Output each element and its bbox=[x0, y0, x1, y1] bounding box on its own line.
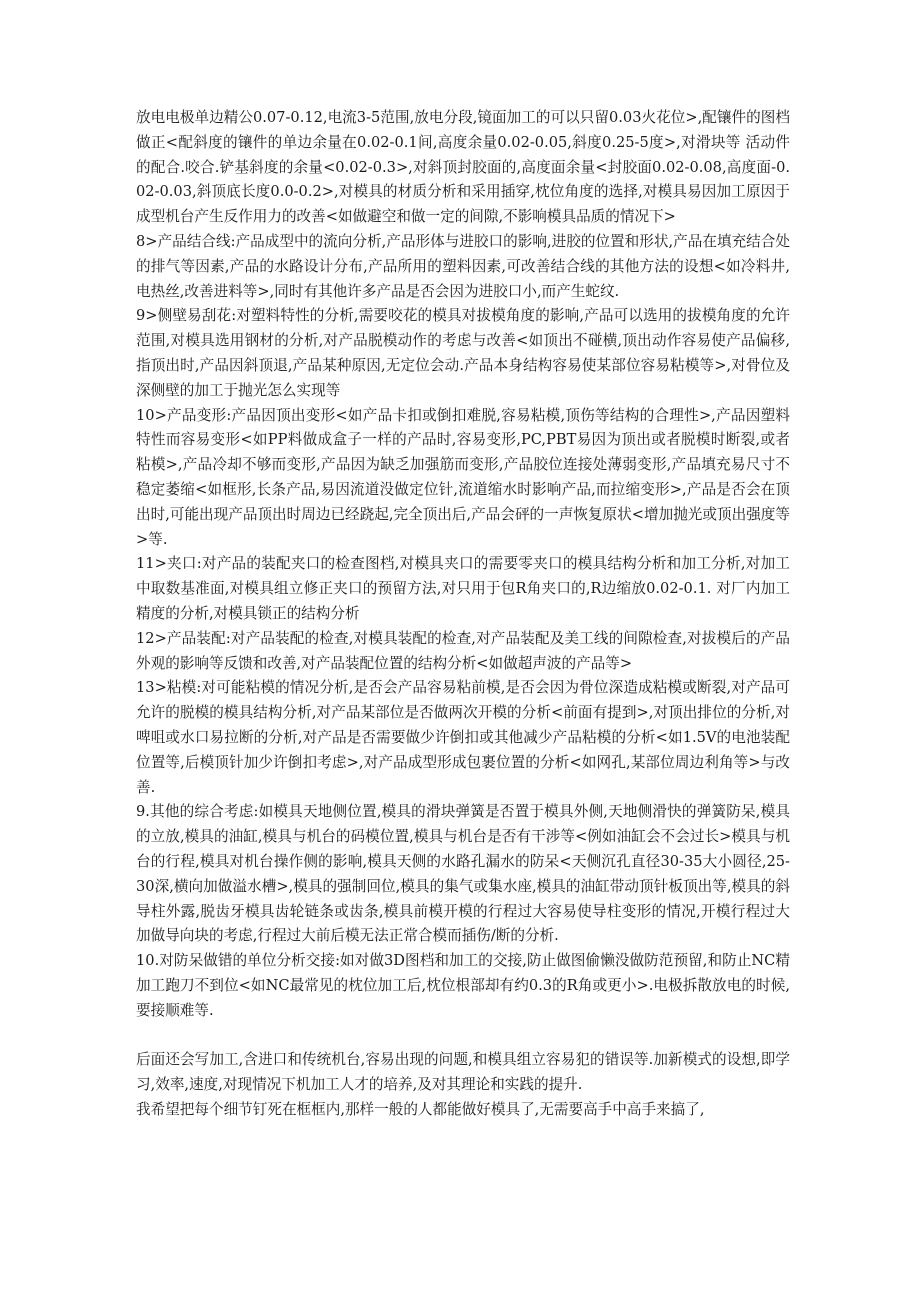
paragraph-closing: 我希望把每个细节钉死在框框内,那样一般的人都能做好模具了,无需要高手中高手来搞了, bbox=[136, 1100, 705, 1118]
paragraph-clamp: 11>夹口:对产品的装配夹口的检查图档,对模具夹口的需要零夹口的模具结构分析和加工分析,对加工中取数基准面,对模具组立修正夹口的预留方法,对只用于包R角夹口的,R边缩放0.02-0.1. 对厂内加工精度的分析,对模具锁正的结构分析 bbox=[136, 555, 790, 622]
paragraph-electrode-tolerance: 放电电极单边精公0.07-0.12,电流3-5范围,放电分段,镜面加工的可以只留0.03火花位>,配镶件的图档做正<配斜度的镶件的单边余量在0.02-0.1间,高度余量0.02-0.05,斜度0.25-5度>,对滑块等 活动件的配合.咬合.铲基斜度的余量<0.02-0.3>,对斜顶封胶面的,高度面余量<封胶面0.02-0.08,高度面-0.02-0.03,斜顶底长度0.0-0.2>,对模具的材质分析和采用插穿,枕位角度的选择,对模具易因加工原因于成型机台产生反作用力的改善<如做避空和做一定的间隙,不影响模具品质的情况下> bbox=[136, 109, 790, 226]
paragraph-sticking: 13>粘模:对可能粘模的情况分析,是否会产品容易粘前模,是否会因为骨位深造成粘模或断裂,对产品可允许的脱模的模具结构分析,对产品某部位是否做两次开模的分析<前面有提到>,对顶出排位的分析,对啤咀或水口易拉断的分析,对产品是否需要做少许倒扣或其他减少产品粘模的分析<如1.5V的电池装配位置等,后模顶针加少许倒扣考虑>,对产品成型形成包裹位置的分析<如网孔,某部位周边利角等>与改善. bbox=[136, 679, 790, 796]
paragraph-other-considerations: 9.其他的综合考虑:如模具天地侧位置,模具的滑块弹簧是否置于模具外侧,天地侧滑快的弹簧防呆,模具的立放,模具的油缸,模具与机台的码模位置,模具与机台是否有干涉等<例如油缸会不会过长>模具与机台的行程,模具对机台操作侧的影响,模具天侧的水路孔漏水的防呆<天侧沉孔直径30-35大小圆径,25-30深,横向加做溢水槽>,模具的强制回位,模具的集气或集水座,模具的油缸带动顶针板顶出等,模具的斜导柱外露,脱齿牙模具齿轮链条或齿条,模具前模开模的行程过大容易使导柱变形的情况,开模行程过大加做导向块的考虑,行程过大前后模无法正常合模而插伤/断的分析. bbox=[136, 803, 790, 945]
paragraph-future-plans: 后面还会写加工,含进口和传统机台,容易出现的问题,和模具组立容易犯的错误等.加新模式的设想,即学习,效率,速度,对现情况下机加工人才的培养,及对其理论和实践的提升. bbox=[136, 1051, 790, 1094]
paragraph-weld-line: 8>产品结合线:产品成型中的流向分析,产品形体与进胶口的影响,进胶的位置和形状,产品在填充结合处的排气等因素,产品的水路设计分布,产品所用的塑料因素,可改善结合线的其他方法的设想<如冷料井,电热丝,改善进料等>,同时有其他许多产品是否会因为进胶口小,而产生蛇纹. bbox=[136, 232, 790, 300]
paragraph-deformation: 10>产品变形:产品因顶出变形<如产品卡扣或倒扣难脱,容易粘模,顶伤等结构的合理性>,产品因塑料特性而容易变形<如PP料做成盒子一样的产品时,容易变形,PC,PBT易因为顶出或者脱模时断裂,或者粘模>,产品冷却不够而变形,产品因为缺乏加强筋而变形,产品胶位连接处薄弱变形,产品填充易尺寸不稳定萎缩<如框形,长条产品,易因流道没做定位针,流道缩水时影响产品,而拉缩变形>,产品是否会在顶出时,可能出现产品顶出时周边已经跷起,完全顶出后,产品会砰的一声恢复原状<增加抛光或顶出强度等>等. bbox=[136, 406, 790, 548]
document-body bbox=[136, 106, 790, 1123]
paragraph-handover: 10.对防呆做错的单位分析交接:如对做3D图档和加工的交接,防止做图偷懒没做防范预留,和防止NC精加工跑刀不到位<如NC最常见的枕位加工后,枕位根部却有约0.3的R角或更小>.电极拆散放电的时候,要接顺难等. bbox=[136, 952, 790, 1019]
paragraph-assembly: 12>产品装配:对产品装配的检查,对模具装配的检查,对产品装配及美工线的间隙检查,对拔模后的产品外观的影响等反馈和改善,对产品装配位置的结构分析<如做超声波的产品等> bbox=[136, 629, 790, 672]
paragraph-spacer bbox=[136, 1023, 790, 1048]
paragraph-sidewall-scratch: 9>侧壁易刮花:对塑料特性的分析,需要咬花的模具对拔模角度的影响,产品可以选用的拔模角度的允许范围,对模具选用钢材的分析,对产品脱模动作的考虑与改善<如顶出不碰横,顶出动作容易使产品偏移,指顶出时,产品因斜顶退,产品某种原因,无定位会动.产品本身结构容易使某部位容易粘模等>,对骨位及深侧壁的加工于抛光怎么实现等 bbox=[136, 307, 790, 399]
